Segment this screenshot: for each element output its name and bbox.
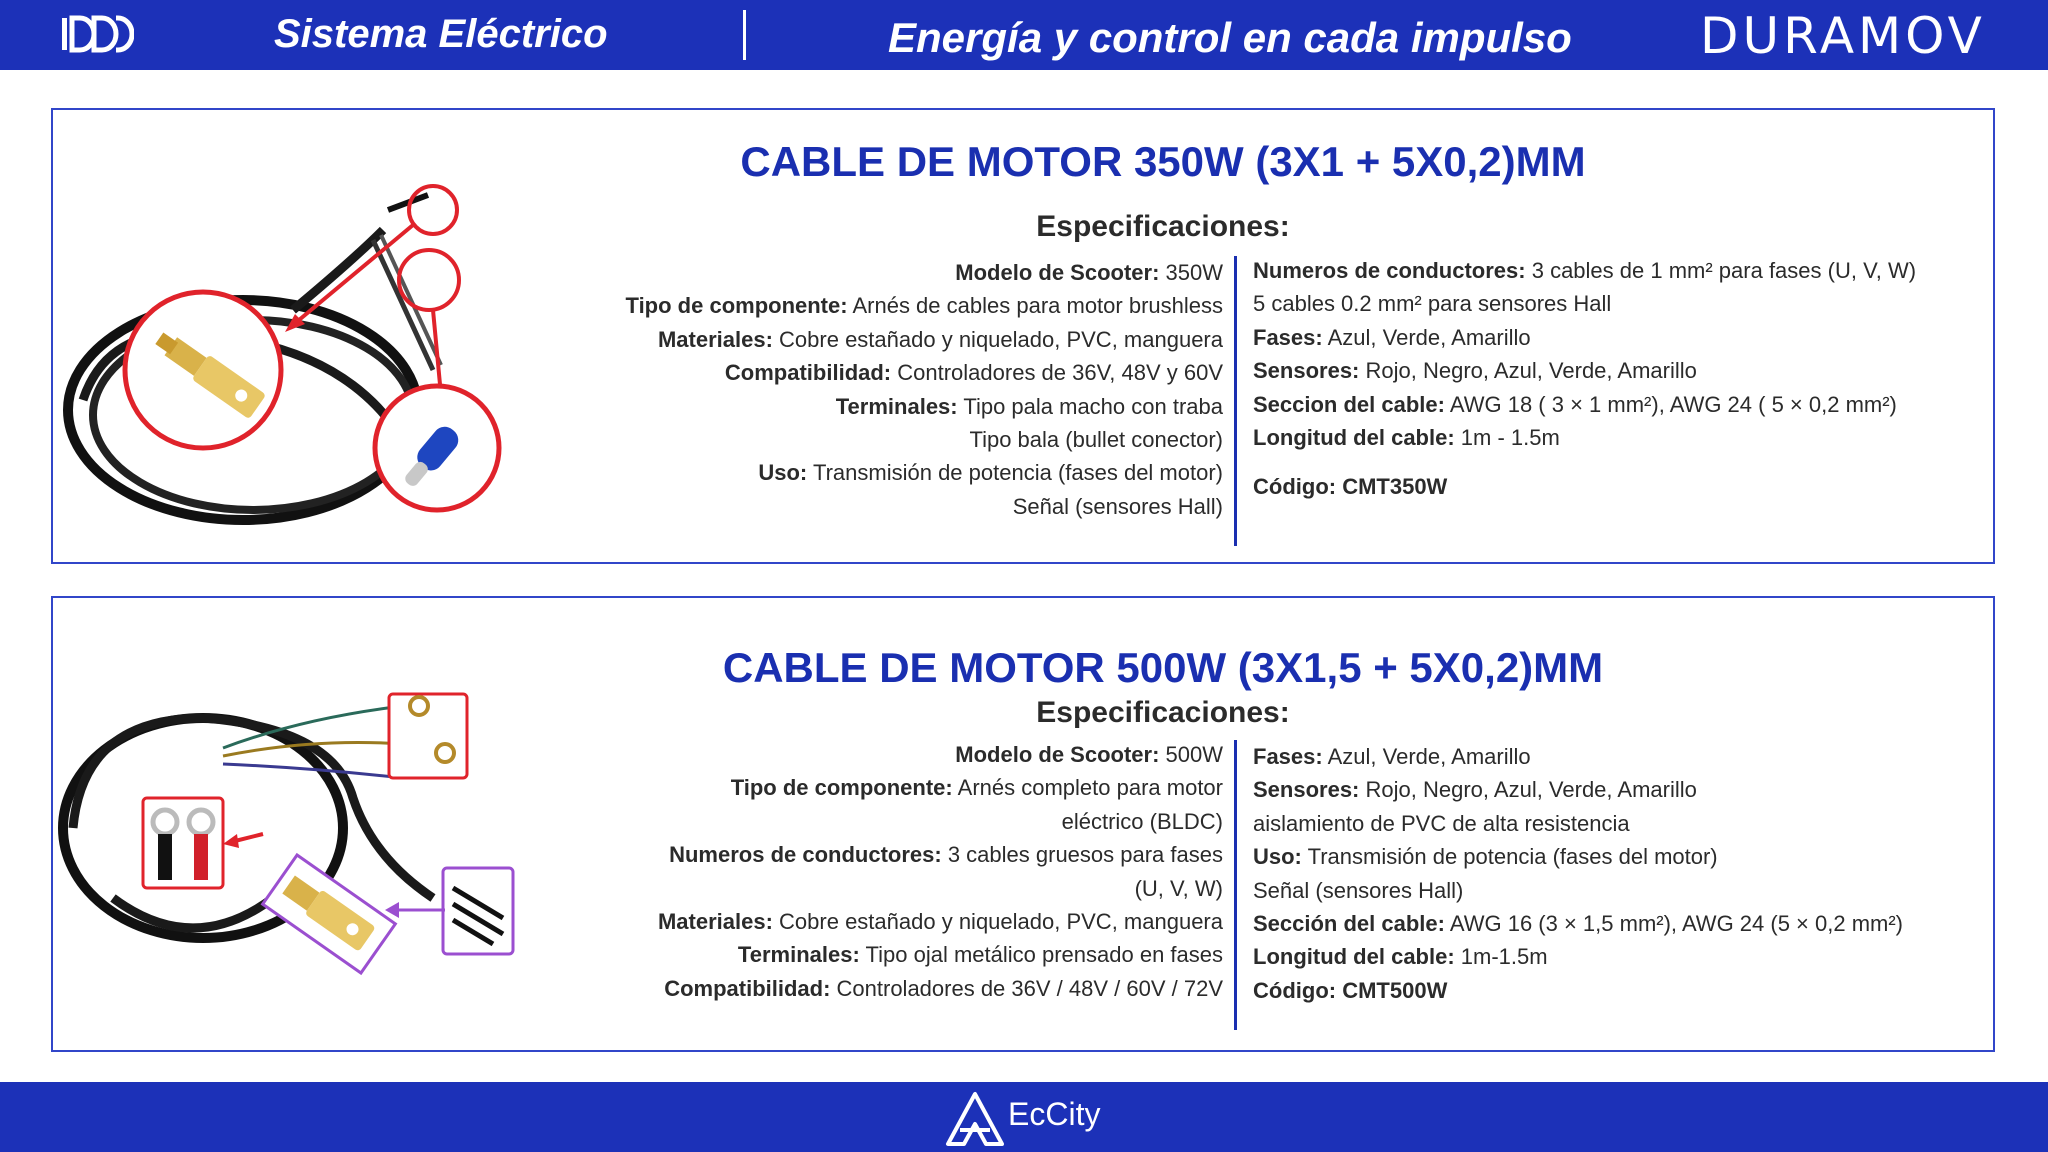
- spec-row: Terminales: Tipo ojal metálico prensado en fases: [737, 942, 1223, 968]
- spec-row: Materiales: Cobre estañado y niquelado, PVC, manguera: [657, 326, 1223, 352]
- ddd-logo-icon: [60, 14, 134, 54]
- spec-row: Fases: Azul, Verde, Amarillo: [1253, 744, 1531, 769]
- spec-row: Modelo de Scooter: 500W: [955, 742, 1223, 767]
- spec-row: Tipo bala (bullet conector): [969, 427, 1223, 453]
- spec-row: Numeros de conductores: 3 cables de 1 mm² para fases (U, V, W): [1253, 258, 1917, 283]
- spec-row: Longitud del cable: 1m-1.5m: [1253, 944, 1548, 970]
- spec-row: Compatibilidad: Controladores de 36V, 48V y 60V: [724, 360, 1223, 386]
- spec-row: Sección del cable: AWG 16 (3 × 1,5 mm²), AWG 24 (5 × 0,2 mm²): [1253, 911, 1904, 937]
- spec-column-divider: [1234, 256, 1237, 546]
- spec-row: Uso: Transmisión de potencia (fases del motor): [1253, 844, 1718, 870]
- spec-list-left: [626, 256, 1223, 523]
- spec-row: 5 cables 0.2 mm² para sensores Hall: [1253, 291, 1612, 317]
- eccity-logo-icon: [940, 1090, 1010, 1148]
- footer-brand: EcCity: [1008, 1096, 1101, 1132]
- spec-row: Terminales: Tipo pala macho con traba: [835, 393, 1223, 419]
- spec-row: (U, V, W): [1134, 875, 1223, 901]
- product-card-350w: [51, 108, 1995, 564]
- product-card-500w: [51, 596, 1995, 1052]
- header-divider: [743, 10, 746, 60]
- header-bar: [0, 0, 2048, 70]
- spec-row: Sensores: Rojo, Negro, Azul, Verde, Amarillo: [1253, 358, 1697, 384]
- footer-bar: [0, 1082, 2048, 1152]
- tagline: Energía y control en cada impulso: [888, 14, 1572, 61]
- spec-row: Modelo de Scooter: 350W: [955, 260, 1223, 285]
- spec-row: Uso: Transmisión de potencia (fases del motor): [758, 460, 1223, 486]
- spec-row: Compatibilidad: Controladores de 36V / 48V / 60V / 72V: [664, 975, 1223, 1001]
- spec-row: Tipo de componente: Arnés completo para motor: [730, 775, 1223, 801]
- product-code: Código: CMT500W: [1253, 977, 1448, 1003]
- spec-row: Sensores: Rojo, Negro, Azul, Verde, Amarillo: [1253, 777, 1697, 803]
- product-title: CABLE DE MOTOR 350W (3X1 + 5X0,2)MM: [740, 138, 1586, 185]
- spec-list-right: [1253, 254, 1916, 504]
- spec-row: Seccion del cable: AWG 18 ( 3 × 1 mm²), AWG 24 ( 5 × 0,2 mm²): [1253, 391, 1897, 417]
- spec-row: Numeros de conductores: 3 cables gruesos para fases: [669, 842, 1223, 868]
- brand-logo: DURAMOV: [1700, 7, 1986, 65]
- product-title: CABLE DE MOTOR 500W (3X1,5 + 5X0,2)MM: [722, 644, 1604, 691]
- spec-row: Fases: Azul, Verde, Amarillo: [1253, 324, 1531, 350]
- section-title: Sistema Eléctrico: [274, 12, 608, 56]
- spec-heading: Especificaciones:: [1036, 696, 1290, 729]
- spec-row: aislamiento de PVC de alta resistencia: [1253, 810, 1630, 836]
- spec-list-right: [1253, 740, 1903, 1007]
- spec-row: Señal (sensores Hall): [1253, 877, 1464, 903]
- spec-row: Señal (sensores Hall): [1012, 493, 1223, 519]
- spec-row: eléctrico (BLDC): [1061, 808, 1223, 834]
- spec-list-left: [658, 738, 1223, 1005]
- product-code: Código: CMT350W: [1253, 474, 1448, 500]
- spec-row: Materiales: Cobre estañado y niquelado, PVC, manguera: [657, 909, 1223, 935]
- spec-row: Longitud del cable: 1m - 1.5m: [1253, 425, 1560, 451]
- spec-row: Tipo de componente: Arnés de cables para motor brushless: [625, 293, 1223, 319]
- spec-heading: Especificaciones:: [1036, 210, 1290, 243]
- spec-column-divider: [1234, 740, 1237, 1030]
